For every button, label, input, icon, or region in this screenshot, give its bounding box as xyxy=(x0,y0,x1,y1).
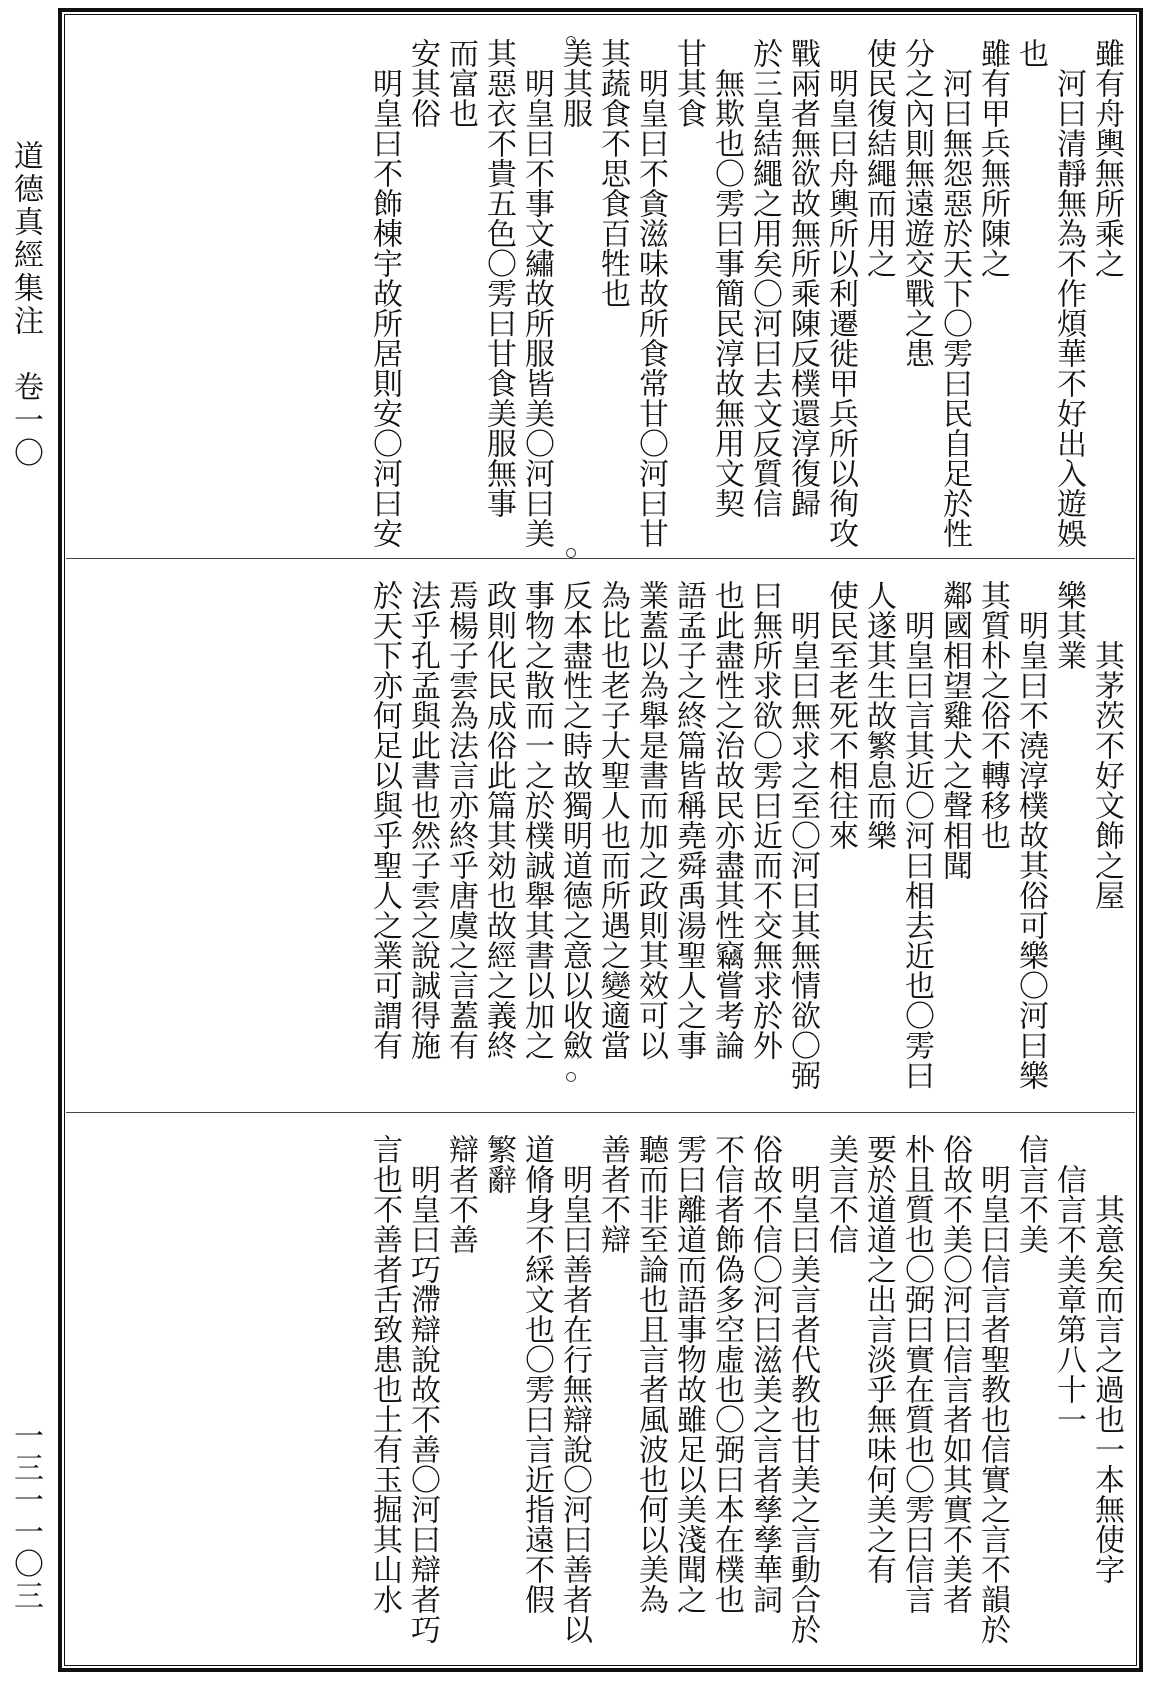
text-column: 信言不美章第八十一 xyxy=(1051,1164,1086,1434)
text-column: 其質朴之俗不轉移也 xyxy=(975,580,1010,850)
text-column: 鄰國相望雞犬之聲相聞 xyxy=(937,580,972,880)
text-column: 明皇曰無求之至〇河曰其無情欲〇弼 xyxy=(785,610,820,1090)
text-column: 河曰清靜無為不作煩華不好出入遊娛 xyxy=(1051,68,1086,548)
text-column: 明皇曰不飾棟宇故所居則安〇河曰安 xyxy=(367,68,402,548)
text-panel-middle xyxy=(66,560,1135,1112)
text-column: 事物之散而一之於樸誠舉其書以加之 xyxy=(519,580,554,1060)
text-column: 人遂其生故繁息而樂 xyxy=(861,580,896,850)
text-column: 明皇曰善者在行無辯說〇河曰善者以 xyxy=(557,1164,592,1644)
column-circle-mark xyxy=(566,36,576,46)
text-column: 也 xyxy=(1013,38,1048,68)
text-column: 明皇曰信言者聖教也信實之言不韻於 xyxy=(975,1164,1010,1644)
text-column: 河曰無怨惡於天下〇雱曰民自足於性 xyxy=(937,68,972,548)
text-column: 戰兩者無欲故無所乘陳反樸還淳復歸 xyxy=(785,38,820,518)
text-column: 反本盡性之時故獨明道德之意以收斂 xyxy=(557,580,592,1060)
text-column: 道脩身不綵文也〇雱曰言近指遠不假 xyxy=(519,1134,554,1614)
text-column: 美言不信 xyxy=(823,1134,858,1254)
text-column: 善者不辯 xyxy=(595,1134,630,1254)
text-column: 其茅茨不好文飾之屋 xyxy=(1089,640,1124,910)
text-column: 於三皇結繩之用矣〇河曰去文反質信 xyxy=(747,38,782,518)
text-column: 明皇曰不澆淳樸故其俗可樂〇河曰樂 xyxy=(1013,610,1048,1090)
text-column: 甘其食 xyxy=(671,38,706,128)
text-column: 明皇曰言其近〇河曰相去近也〇雱曰 xyxy=(899,610,934,1090)
text-column: 明皇曰舟輿所以利遷徙甲兵所以徇攻 xyxy=(823,68,858,548)
text-column: 俗故不信〇河曰滋美之言者孳孳華詞 xyxy=(747,1134,782,1614)
text-column: 其惡衣不貴五色〇雱曰甘食美服無事 xyxy=(481,38,516,518)
text-columns xyxy=(365,580,1125,1106)
column-circle-mark xyxy=(566,548,576,558)
text-column: 朴且質也〇弼曰實在質也〇雱曰信言 xyxy=(899,1134,934,1614)
text-column: 明皇曰不事文繡故所服皆美〇河曰美 xyxy=(519,68,554,548)
text-column: 語孟子之終篇皆稱堯舜禹湯聖人之事 xyxy=(671,580,706,1060)
text-column: 曰無所求欲〇雱曰近而不交無求於外 xyxy=(747,580,782,1060)
text-column: 要於道道之出言淡乎無味何美之有 xyxy=(861,1134,896,1584)
text-column: 言也不善者舌致患也土有玉掘其山水 xyxy=(367,1134,402,1614)
text-column: 法乎孔孟與此書也然子雲之說誠得施 xyxy=(405,580,440,1060)
text-column: 焉楊子雲為法言亦終乎唐虞之言蓋有 xyxy=(443,580,478,1060)
margin-page-number: 一三一一〇三 xyxy=(8,1420,43,1612)
text-column: 樂其業 xyxy=(1051,580,1086,670)
text-columns xyxy=(365,38,1125,552)
text-column: 雖有舟輿無所乘之 xyxy=(1089,38,1124,278)
text-panel-top xyxy=(66,18,1135,558)
text-column: 也此盡性之治故民亦盡其性竊嘗考論 xyxy=(709,580,744,1060)
column-circle-mark xyxy=(566,1072,576,1082)
text-column: 其意矣而言之過也一本無使字 xyxy=(1089,1194,1124,1584)
text-column: 雱曰離道而語事物故雖足以美淺聞之 xyxy=(671,1134,706,1614)
text-column: 業蓋以為舉是書而加之政則其效可以 xyxy=(633,580,668,1060)
text-column: 使民復結繩而用之 xyxy=(861,38,896,278)
text-column: 於天下亦何足以與乎聖人之業可謂有 xyxy=(367,580,402,1060)
text-column: 明皇曰巧滯辯說故不善〇河曰辯者巧 xyxy=(405,1164,440,1644)
panel-divider xyxy=(66,558,1135,559)
text-panel-bottom xyxy=(66,1114,1135,1662)
text-column: 繁辭 xyxy=(481,1134,516,1194)
text-column: 美其服 xyxy=(557,38,592,128)
text-column: 聽而非至論也且言者風波也何以美為 xyxy=(633,1134,668,1614)
margin-book-title: 道德真經集注 卷一〇 xyxy=(8,140,43,470)
text-column: 明皇曰不貪滋味故所食常甘〇河曰甘 xyxy=(633,68,668,548)
text-column: 而富也 xyxy=(443,38,478,128)
text-column: 無欺也〇雱曰事簡民淳故無用文契 xyxy=(709,68,744,518)
text-column: 明皇曰美言者代教也甘美之言動合於 xyxy=(785,1164,820,1644)
text-column: 分之內則無遠遊交戰之患 xyxy=(899,38,934,368)
text-column: 辯者不善 xyxy=(443,1134,478,1254)
text-column: 雖有甲兵無所陳之 xyxy=(975,38,1010,278)
text-column: 安其俗 xyxy=(405,38,440,128)
text-column: 其蔬食不思食百牲也 xyxy=(595,38,630,308)
text-column: 政則化民成俗此篇其効也故經之義終 xyxy=(481,580,516,1060)
text-column: 信言不美 xyxy=(1013,1134,1048,1254)
text-column: 為比也老子大聖人也而所遇之變適當 xyxy=(595,580,630,1060)
text-columns xyxy=(365,1134,1125,1656)
panel-divider xyxy=(66,1112,1135,1113)
text-column: 使民至老死不相往來 xyxy=(823,580,858,850)
text-column: 俗故不美〇河曰信言者如其實不美者 xyxy=(937,1134,972,1614)
text-column: 不信者飾偽多空虛也〇弼曰本在樸也 xyxy=(709,1134,744,1614)
